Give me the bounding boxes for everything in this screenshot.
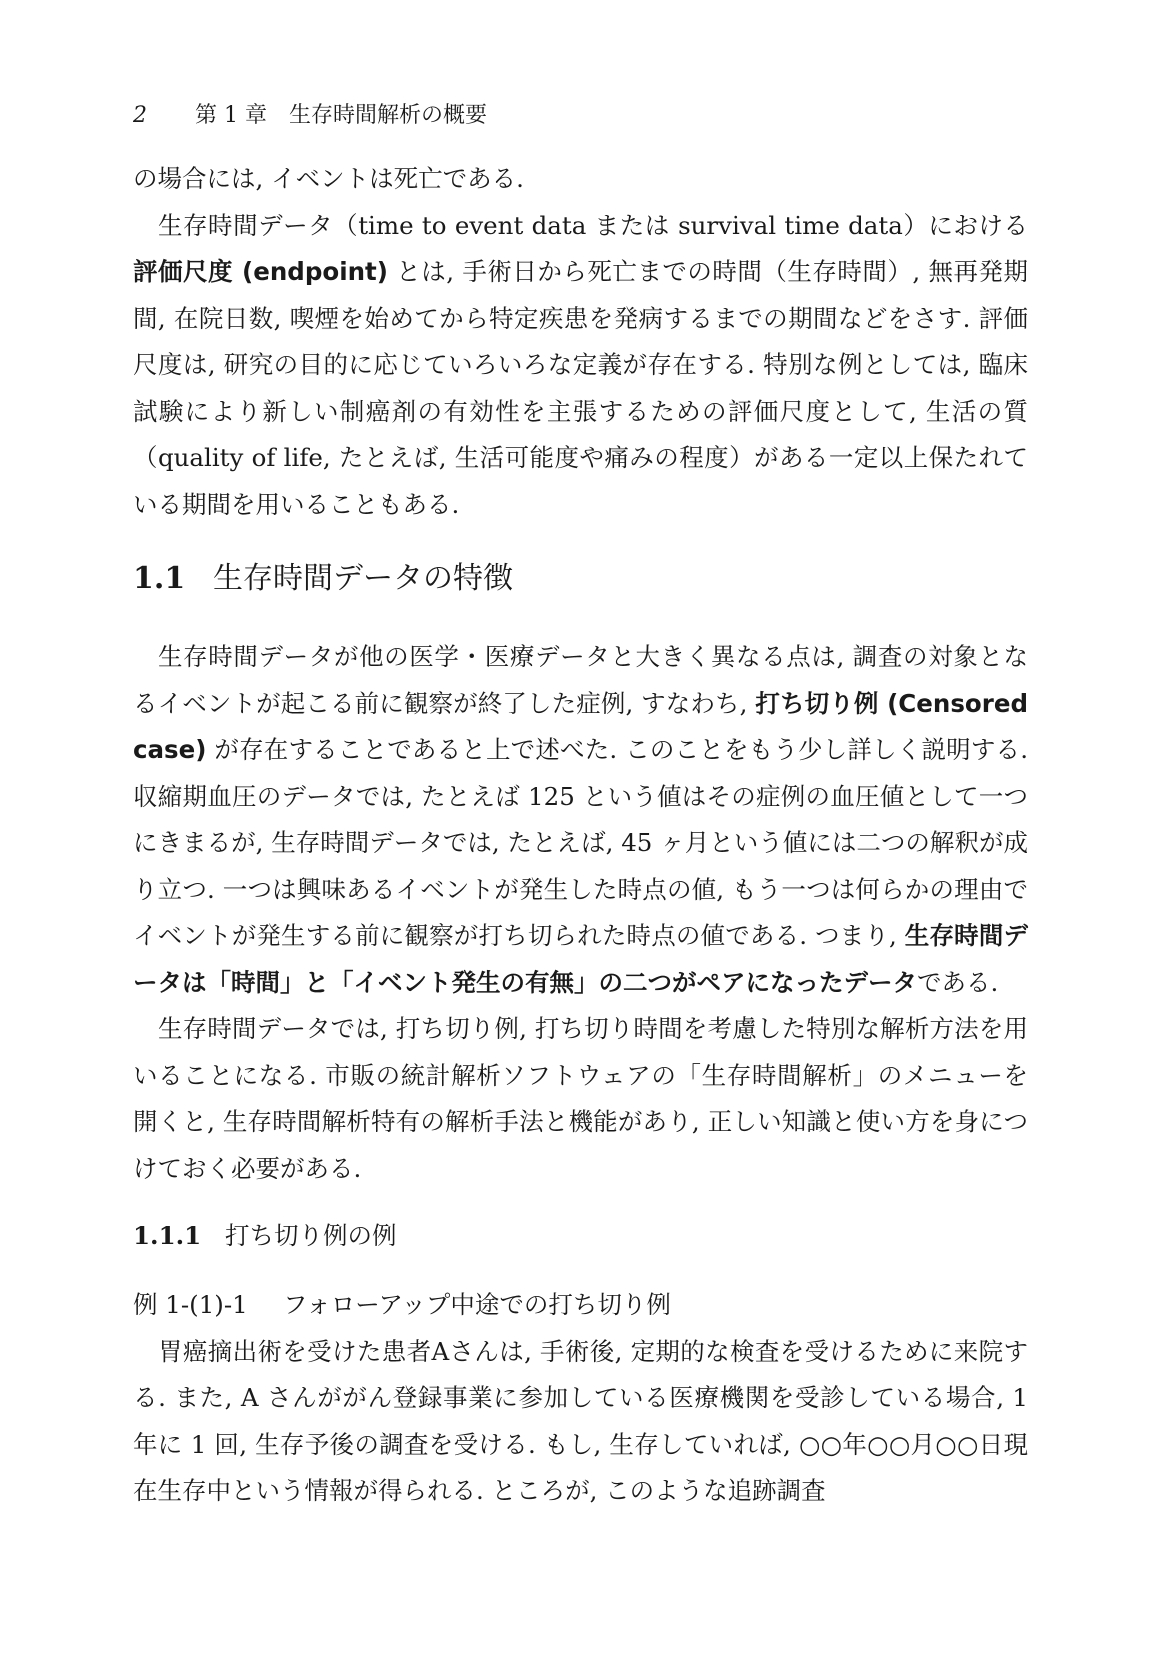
sec-p1-text-a: 生存時間データが他の医学・医療データと大きく異なる点は, 調査の対象となるイベントが起こる前に観察が終了した症例, すなわち, [133,642,1028,718]
running-head [133,96,1028,136]
section-paragraph-2: 生存時間データでは, 打ち切り例, 打ち切り時間を考慮した特別な解析方法を用いることになる. 市販の統計解析ソフトウェアの「生存時間解析」のメニューを開くと, 生存時間解析特有の解析手法と機能があり, 正しい知識と使い方を身につけておく必要がある. [133,1014,1028,1183]
chapter-title: 第 1 章 生存時間解析の概要 [195,103,487,128]
example-label: 例 1-(1)-1 [133,1290,248,1319]
sec-p1-text-b: が存在することであると上で述べた. このことをもう少し詳しく説明する. 収縮期血圧のデータでは, たとえば 125 という値はその症例の血圧値として一つにきまるが, 生存時間データでは, たとえば, 45 ヶ月という値には二つの解釈が成り立つ. 一つは興味あるイベントが発生した時点の値, もう一つは何らかの理由でイベントが発生する前に観察が打ち切られた時点の値である. つまり, [133,735,1028,950]
intro-text-a: 生存時間データ（time to event data または survival time data）における [158,210,1028,240]
page-number: 2 [133,103,147,128]
censored-case-term: 打ち切り例 (Censored case) [133,688,1028,764]
example-heading [133,1282,1028,1329]
subsection-title: 打ち切り例の例 [225,1221,397,1250]
subsection-number: 1.1.1 [133,1221,202,1250]
subsection-heading [133,1216,1028,1256]
section-paragraph-1 [133,634,1028,1006]
page [133,96,1028,1515]
intro-text-b: とは, 手術日から死亡までの時間（生存時間）, 無再発期間, 在院日数, 喫煙を始めてから特定疾患を発病するまでの期間などをさす. 評価尺度は, 研究の目的に応じていろいろな定義が存在する. 特別な例としては, 臨床試験により新しい制癌剤の有効性を主張するための評価尺度として, 生活の質（quality of life, たとえば, 生活可能度や痛みの程度）がある一定以上保たれている期間を用いることもある. [133,257,1028,519]
section-heading [133,554,1028,604]
endpoint-term: 評価尺度 (endpoint) [133,257,388,286]
example-paragraph: 胃癌摘出術を受けた患者Aさんは, 手術後, 定期的な検査を受けるために来院する. また, A さんががん登録事業に参加している医療機関を受診している場合, 1 年に 1 回, 生存予後の調査を受ける. もし, 生存していれば, ○○年○○月○○日現在生存中という情報が得られる. ところが, このような追跡調査 [133,1336,1028,1505]
intro-paragraph-1: の場合には, イベントは死亡である. [133,164,524,193]
sec-p1-text-c: である. [917,967,999,997]
intro-paragraph-2 [133,203,1028,529]
example-title: フォローアップ中途での打ち切り例 [283,1290,671,1319]
pair-definition-term: 生存時間データは「時間」と「イベント発生の有無」の二つがペアになったデータ [133,921,1029,997]
section-title: 生存時間データの特徴 [213,561,513,596]
section-number: 1.1 [133,561,186,596]
